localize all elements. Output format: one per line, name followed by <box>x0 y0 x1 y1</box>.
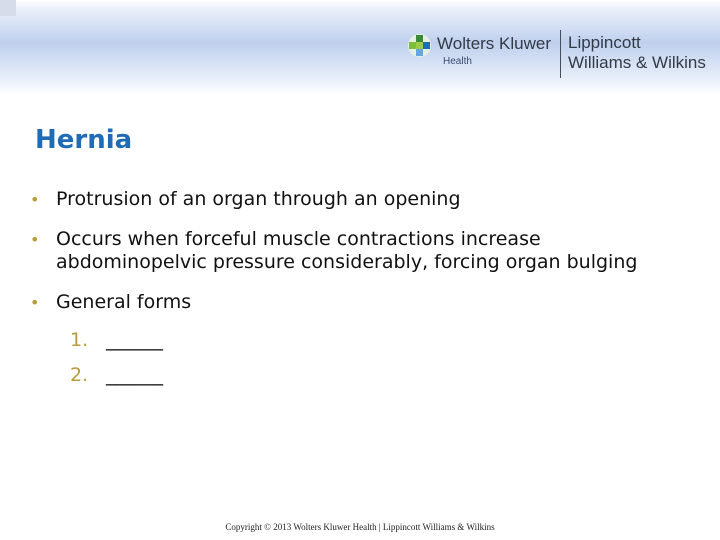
item-number: 1. <box>70 329 89 351</box>
item-blank: ______ <box>106 364 163 386</box>
logo-imprint-line2: Williams & Wilkins <box>568 53 706 72</box>
copyright-footer: Copyright © 2013 Wolters Kluwer Health | Lippincott Williams & Wilkins <box>225 522 495 532</box>
slide-title: Hernia <box>35 125 133 155</box>
bullet-dot-icon: • <box>30 293 40 312</box>
header-corner-square <box>0 0 16 16</box>
logo-brand-name: Wolters Kluwer <box>437 34 551 53</box>
bullet-list <box>30 188 690 399</box>
item-number: 2. <box>70 364 89 386</box>
bullet-dot-icon: • <box>30 190 40 209</box>
item-blank: ______ <box>106 329 163 351</box>
bullet-item <box>30 228 690 274</box>
bullet-item <box>30 188 690 211</box>
bullet-text: Protrusion of an organ through an opening <box>56 188 461 210</box>
numbered-sublist <box>56 329 690 387</box>
numbered-item <box>70 329 690 352</box>
bullet-text: Occurs when forceful muscle contractions increase abdominopelvic pressure considerably, forcing organ bulging <box>56 228 638 273</box>
wolters-kluwer-mark-icon <box>407 33 432 58</box>
bullet-dot-icon: • <box>30 230 40 249</box>
logo-imprint-line1: Lippincott <box>568 33 641 52</box>
logo-brand-subtitle: Health <box>443 56 472 67</box>
publisher-logo <box>407 30 717 78</box>
logo-divider <box>560 30 561 78</box>
numbered-item <box>70 364 690 387</box>
bullet-text: General forms <box>56 291 192 313</box>
logo-imprint <box>568 33 706 73</box>
bullet-item <box>30 291 690 387</box>
